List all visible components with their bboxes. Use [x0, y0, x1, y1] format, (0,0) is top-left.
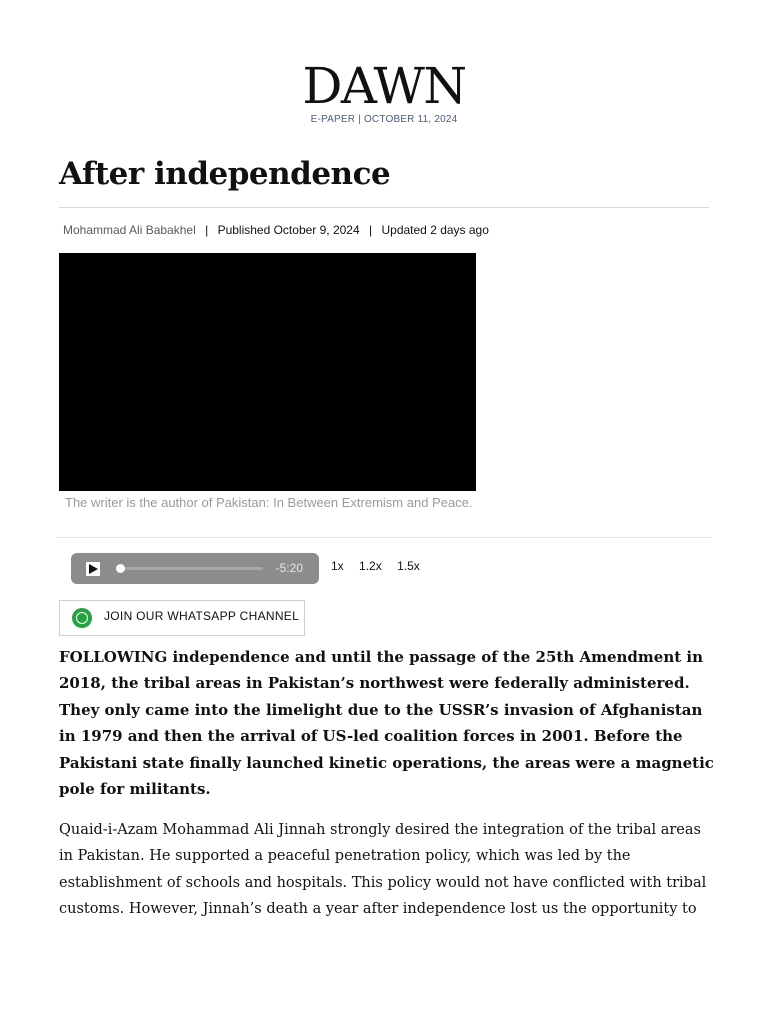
progress-track[interactable] — [120, 567, 263, 570]
updated-date: Updated 2 days ago — [381, 223, 489, 237]
video-player[interactable] — [59, 253, 476, 491]
dawn-logo[interactable]: DAWN — [302, 57, 466, 115]
byline — [63, 223, 489, 237]
author-link[interactable]: Mohammad Ali Babakhel — [63, 223, 196, 237]
epaper-date[interactable]: E-PAPER | OCTOBER 11, 2024 — [310, 114, 458, 125]
whatsapp-label: JOIN OUR WHATSAPP CHANNEL — [104, 609, 300, 623]
whatsapp-icon — [72, 608, 92, 628]
byline-separator-2: | — [369, 223, 373, 237]
speed-1x-button[interactable]: 1x — [331, 559, 344, 573]
speed-1-2x-button[interactable]: 1.2x — [359, 559, 382, 573]
whatsapp-channel-button[interactable] — [59, 600, 305, 636]
article-title: After independence — [59, 156, 391, 192]
body-paragraph: Quaid-i-Azam Mohammad Ali Jinnah strongly desired the integration of the tribal areas in Pakistan. He supported a peaceful penetration policy, which was led by the establishment of schools and hospitals. This policy would not have conflicted with tribal customs. However, Jinnah’s death a year after independence lost us the opportunity to — [59, 822, 707, 918]
caption-divider — [56, 537, 712, 538]
play-icon[interactable] — [86, 562, 100, 576]
media-caption: The writer is the author of Pakistan: In Between Extremism and Peace. — [65, 495, 473, 510]
speed-1-5x-button[interactable]: 1.5x — [397, 559, 420, 573]
lead-paragraph: FOLLOWING independence and until the passage of the 25th Amendment in 2018, the tribal areas in Pakistan’s northwest were federally administered. They only came into the limelight due to the USSR’s invasion of Afghanistan in 1979 and then the arrival of US-led coalition forces in 2001. Before the Pakistani state finally launched kinetic operations, the areas were a magnetic pole for militants. — [59, 648, 714, 799]
time-remaining: -5:20 — [275, 561, 303, 575]
byline-separator: | — [205, 223, 209, 237]
published-date: Published October 9, 2024 — [217, 223, 360, 237]
audio-player — [71, 553, 319, 584]
title-divider — [59, 207, 709, 208]
progress-knob[interactable] — [116, 564, 125, 573]
masthead — [0, 58, 768, 125]
playback-speeds — [331, 559, 432, 573]
